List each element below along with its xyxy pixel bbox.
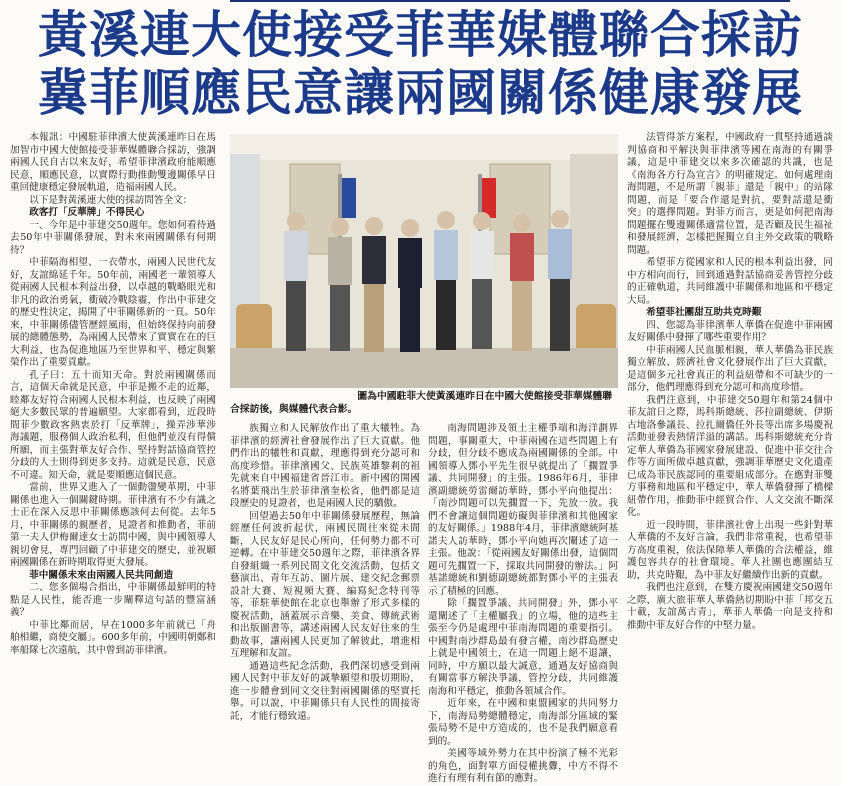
paragraph: 法管得茶方案程，中國政府一貫堅持通過談判協商和平解決與菲律濱等國在南海的有關爭議，這是中菲建交以來多次確認的共識，也是《南海各方行為宣言》的明確規定。如何處理南海問題，不是所謂「親菲」還是「親中」的站隊問題，而是「要合作還是對抗，要對話還是衝突」的選擇問題。對菲方而言，更是如何把南海問題擺在雙邊關係適當位置，是否顧及民生福祉和發展經濟，怎樣把握獨立自主外交政策的戰略問題。 (627, 132, 833, 256)
headline-line-1: 黃溪連大使接受菲華媒體聯合採訪 (38, 6, 803, 64)
article-column-right (627, 132, 833, 740)
paragraph: 本報訊：中國駐菲律濱大使黃溪連昨日在馬加智市中國大使館接受菲華媒體聯合採訪，強調兩國人民自古以來友好，希望菲律濱政府能順應民意，順應民意，以實際行動推動雙邊關係早日重回健康穩定發展軌道，造福兩國人民。 (10, 132, 216, 193)
paragraph: 中菲隔海相望、一衣帶水，兩國人民世代友好，友誼綿延千年。50年前，兩國老一輩領導人從兩國人民根本利益出發，以卓越的戰略眼光和非凡的政治勇氣，衝破冷戰陰霾，作出中菲建交的歷史性決定，揭開了中菲關係新的一頁。50年來，中菲關係儘管歷經風雨，但始終保持向前發展的總體態勢，為兩國人民帶來了實實在在的巨大利益，也為促進地區乃至世界和平、穩定與繁榮作出了重要貢獻。 (10, 257, 216, 368)
subheading: 菲中關係未來由兩國人民共同創造 (29, 569, 174, 581)
photo-caption: 圖為中國駐菲大使黃溪連昨日在中國大使館接受菲華媒體聯合採訪後，與媒體代表合影。 (230, 391, 613, 415)
paragraph: 美國等域外勢力在其中扮演了極不光彩的角色，面對單方面侵權挑釁，中方不得不進行有理有利有節的應對。 (428, 748, 618, 784)
group-photo-illustration (230, 134, 618, 388)
paragraph: 通過這些紀念活動，我們深切感受到兩國人民對中菲友好的誠摯願望和殷切期盼，進一步體會到同文交往對兩國關係的堅實托舉。可以說，中菲關係只有人民性的間接寄託，才能行穩致遠。 (230, 660, 420, 722)
paragraph: 中菲兩國人民血脈相親，華人華僑為菲民族獨立解放、經濟社會文化發展作出了巨大貢獻，是這個多元社會真正的利益紐帶和不可缺少的一部分，他們理應得到充分認可和高度珍惜。 (627, 344, 833, 393)
paragraph: 近一段時間，菲律濱社會上出現一些針對華人華僑的不友好言論，我們非常重視，也希望菲方高度重視，依法保障華人華僑的合法權益，維護包容共存的社會環境。華人社團也應團結互助，共克時艱，為中菲友好繼續作出新的貢獻。 (627, 519, 833, 581)
paragraph: 近年來，在中國和東盟國家的共同努力下，南海局勢總體穩定，南海部分區域的緊張局勢不是中方造成的，也不是我們願意看到的。 (428, 698, 618, 747)
paragraph: 中菲比鄰而居，早在1000多年前就已「舟舶相繼，商使交屬」。600多年前，中國明朝鄭和率船隊七次遠航，其中曾到訪菲律濱。 (10, 619, 216, 656)
paragraph: 一、今年是中菲建交50週年。您如何看待過去50年中菲關係發展，對未來兩國關係有何期待？ (10, 219, 216, 256)
paragraph: 回望過去50年中菲關係發展歷程，無論經歷任何波折起伏，兩國民間往來從未間斷，人民友好是民心所向，任何勢力都不可逆轉。在中菲建交50週年之際，菲律濱各界自發組織一系列民間文化交流活動，包括文藝演出、青年互訪、圖片展、建交紀念郵票設計大賽、短視頻大賽、編寫紀念特刊等等，菲駐華使館在北京也舉辦了形式多樣的慶祝活動，涵蓋展示音樂、美食、傳統武術和出版圖書等，講述兩國人民友好往來的生動故事，讓兩國人民更加了解彼此，增進相互理解和友誼。 (230, 510, 420, 659)
subheading: 政客打「反華牌」不得民心 (29, 207, 145, 218)
paragraph: 希望菲方從國家和人民的根本利益出發，同中方相向而行，回到通過對話協商妥善管控分歧的正確軌道，共同維護中菲關係和地區和平穩定大局。 (627, 257, 833, 306)
paragraph: 當前，世界又進入了一個動盪變革期，中菲關係也進入一個關鍵時期。菲律濱有不少有識之士正在深入反思中菲關係應該何去何從。去年5月，中菲關係的親歷者，見證者和推動者，菲前第一夫人伊梅爾達女士訪問中國，與中國領導人親切會見，專門回顧了中菲建交的歷史，並祝願兩國關係在新時期取得更大發展。 (10, 482, 216, 568)
subheading: 希望菲社團甜互助共克時艱 (646, 307, 762, 318)
paragraph: 族獨立和人民解放作出了重大犧牲。為菲律濱的經濟社會發展作出了巨大貢獻。他們作出的犧牲和貢獻，理應得到充分認可和高度珍惜。菲律濱國父、民族英雄黎剎的祖先就來自中國福建省晉江市。新中國的開國名將葉飛出生於菲律濱奎松省，他們都是這段歷史的見證者，也是兩國人民的驕傲。 (230, 423, 420, 509)
group-photo (230, 134, 618, 388)
paragraph: 二、您多個場合指出，中菲關係最鮮明的特點是人民性，能否進一步闡釋這句話的豐富涵義？ (10, 582, 216, 618)
article-column-left (10, 132, 216, 740)
paragraph: 我們注意到，中菲建交50週年和第24個中菲友誼日之際，馬科斯總統、莎拉副總統、伊斯古地洛參議長、拉扎爾僑任外長等出席多場慶祝活動並發表熱情洋溢的講話。馬科斯總統充分肯定華人華僑為菲國家發展建設、促進中菲交往合作等方面所做卓越貢獻，強調菲華歷史文化遺產已成為菲民族認同的重要組成部分。在應對菲雙方事務和地區和平穩定中，華人華僑發揮了橋樑紐帶作用，推動菲中經貿合作、人文交流不斷深化。 (627, 394, 833, 518)
headline-line-2: 冀菲順應民意讓兩國關係健康發展 (38, 64, 803, 122)
paragraph: 除「擱置爭議、共同開發」外，鄧小平還闡述了「主權屬我」的立場，他的這些主張至今仍是處理中菲南海問題的重要指引。中國對南沙群島最有發言權，南沙群島歷史上就是中國領土，在這一問題上絕不退讓，同時，中方願以最大誠意，通過友好協商與有關當事方解決爭議，管控分歧，共同維護南海和平穩定，推動各領域合作。 (428, 598, 618, 697)
paragraph: 以下是對黃溪連大使的採訪問答全文： (29, 194, 193, 206)
article-column-mid-left (230, 423, 420, 740)
paragraph: 南海問題涉及領土主權爭端和海洋劃界問題，事關重大，中菲兩國在這些問題上有分歧，但分歧不應成為兩國關係的全部。中國領導人鄧小平先生很早就提出了「擱置爭議、共同開發」的主張。1986年6月，菲律濱副總統勞雷爾訪華時，鄧小平向他提出：「南沙問題可以先擱置一下，先放一放。我們不會讓這個問題妨礙與菲律濱和其他國家的友好關係。」1988年4月，菲律濱總統阿基諾夫人訪華時，鄧小平向她再次闡述了這一主張。他說：「從兩國友好關係出發，這個問題可先擱置一下，採取共同開發的辦法。」阿基諾總統和劉德副總統都對鄧小平的主張表示了積極的回應。 (428, 423, 618, 597)
paragraph: 四、您認為菲律濱華人華僑在促進中菲兩國友好關係中發揮了哪些重要作用？ (627, 319, 833, 343)
paragraph: 孔子曰：五十而知天命。對於兩國關係而言，這個天命就是民意，中菲是搬不走的近鄰，睦鄰友好符合兩國人民根本利益，也反映了兩國絕大多數民眾的普遍願望。大家都看到，近段時間菲少數政客熱衷於打「反華牌」，操弄涉華涉海議題，服務個人政治私利，但他們並沒有得償所願，而主張對華友好合作、堅持對話協商管控分歧的人士則得到更多支持。這就是民意，民意不可違。知天命，就是要順應這個民意。 (10, 369, 216, 481)
paragraph: 我們也注意到，在雙方慶祝兩國建交50週年之際，廣大旅菲華人華僑熱切期盼中菲「邦交五十載，友誼萬古青」，華菲人華僑一向是支持和推動中菲友好合作的中堅力量。 (627, 582, 833, 631)
top-rule (230, 0, 790, 2)
article-column-mid-right (428, 423, 618, 784)
